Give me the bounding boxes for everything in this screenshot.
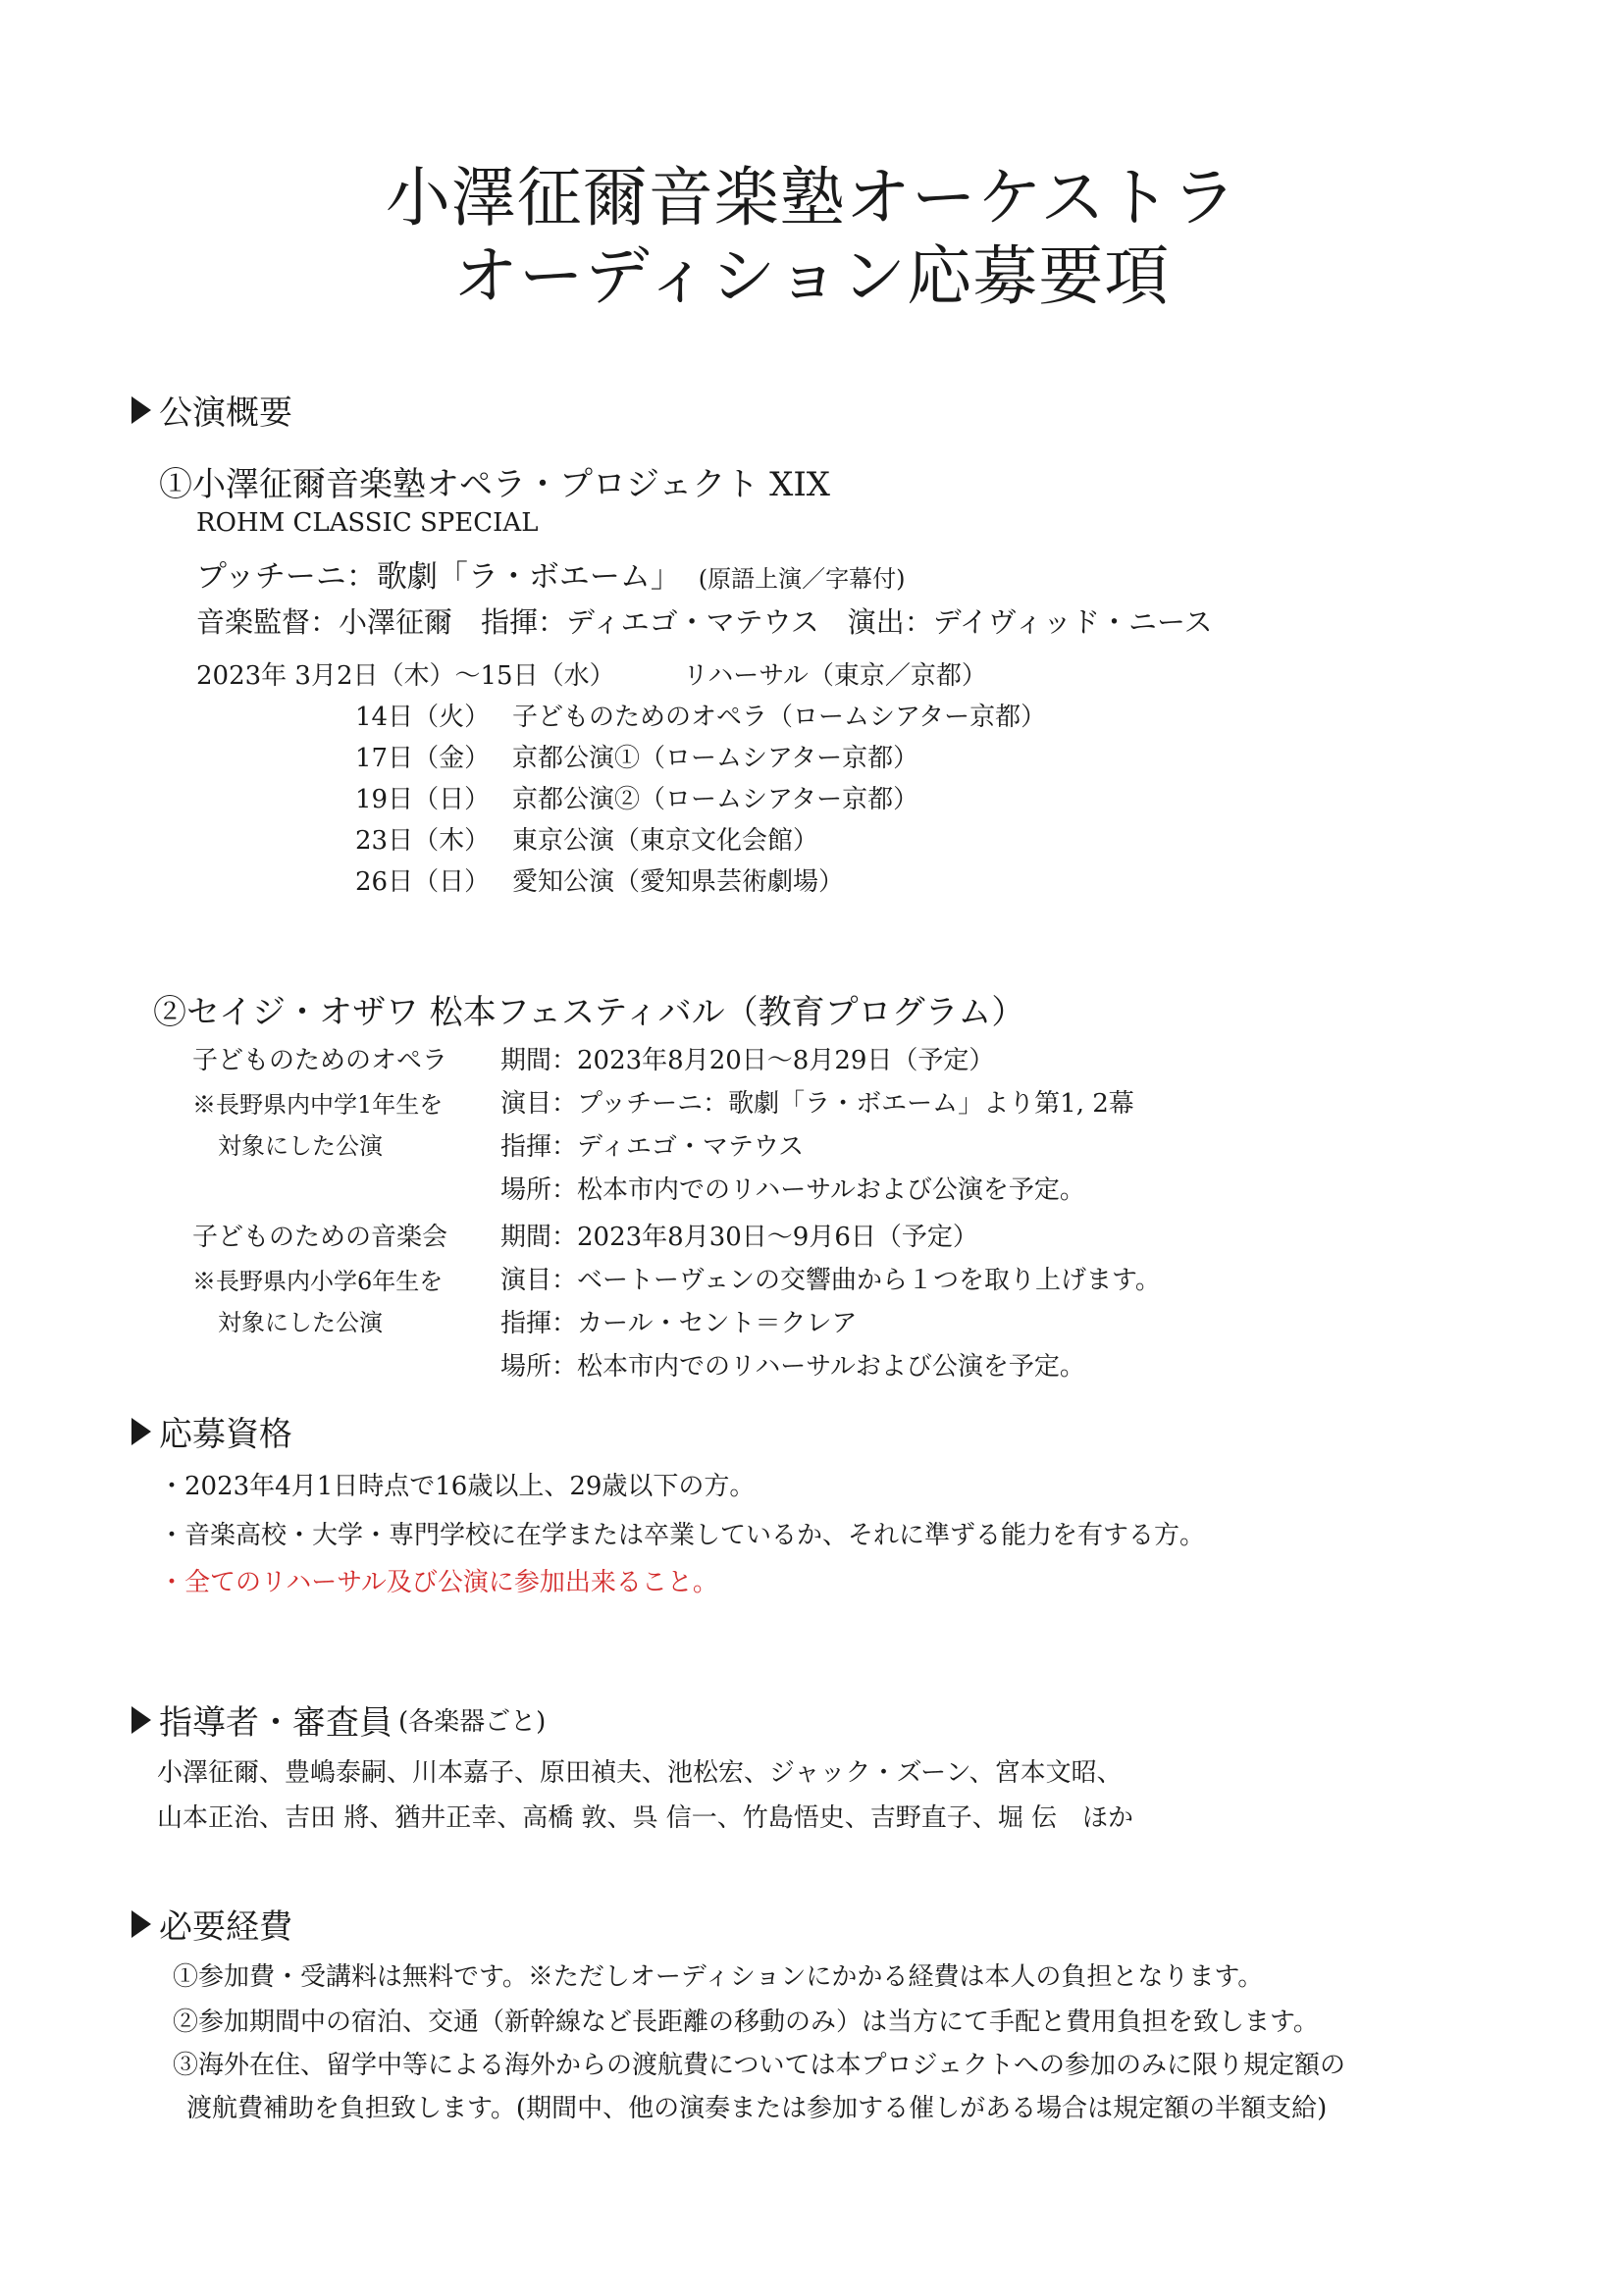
costs-item-2: ②参加期間中の宿泊、交通（新幹線など長距離の移動のみ）は当方にて手配と費用負担を致します。 xyxy=(173,2008,1319,2037)
section-overview-heading xyxy=(131,386,292,434)
schedule-row-1-event: リハーサル（東京／京都） xyxy=(683,661,987,691)
triangle-bullet-icon xyxy=(131,396,151,424)
project1-staff: 音楽監督：小澤征爾 指揮：ディエゴ・マテウス 演出：デイヴィッド・ニース xyxy=(196,605,1213,639)
project1-work-note: (原語上演／字幕付) xyxy=(698,565,906,593)
schedule-row-5-date: 23日（木） xyxy=(355,826,491,856)
project1-sponsor: ROHM CLASSIC SPECIAL xyxy=(196,508,539,538)
triangle-bullet-icon xyxy=(131,1706,151,1734)
section-eligibility-heading xyxy=(131,1407,292,1455)
section-eligibility-label: 応募資格 xyxy=(159,1415,292,1454)
project2-title: ②セイジ・オザワ 松本フェスティバル（教育プログラム） xyxy=(153,993,1025,1032)
title-line-1: 小澤征爾音楽塾オーケストラ xyxy=(385,160,1238,235)
concert-label: 子どものための音楽会 xyxy=(192,1223,448,1252)
opera-note-1: ※長野県内中学1年生を xyxy=(192,1091,444,1119)
schedule-row-2-date: 14日（火） xyxy=(355,703,491,732)
schedule-row-4-event: 京都公演②（ロームシアター京都） xyxy=(512,785,919,814)
section-costs-label: 必要経費 xyxy=(159,1907,292,1947)
costs-item-3-continued: 渡航費補助を負担致します。(期間中、他の演奏または参加する催しがある場合は規定額の半額支給) xyxy=(186,2094,1328,2123)
opera-line-4: 場所：松本市内でのリハーサルおよび公演を予定。 xyxy=(500,1175,1085,1205)
eligibility-item-1: ・2023年4月1日時点で16歳以上、29歳以下の方。 xyxy=(159,1472,756,1501)
schedule-row-4-date: 19日（日） xyxy=(355,785,491,814)
concert-line-4: 場所：松本市内でのリハーサルおよび公演を予定。 xyxy=(500,1352,1085,1382)
opera-line-1: 期間：2023年8月20日～8月29日（予定） xyxy=(500,1046,995,1075)
schedule-row-3-date: 17日（金） xyxy=(355,744,491,773)
title-line-2: オーディション応募要項 xyxy=(452,238,1171,314)
section-instructors-heading xyxy=(131,1696,546,1744)
project1-work xyxy=(196,551,905,596)
schedule-row-3-event: 京都公演①（ロームシアター京都） xyxy=(512,744,919,773)
eligibility-item-2: ・音楽高校・大学・専門学校に在学または卒業しているか、それに準ずる能力を有する方。 xyxy=(159,1521,1206,1550)
costs-item-1: ①参加費・受講料は無料です。※ただしオーディションにかかる経費は本人の負担となります。 xyxy=(173,1962,1264,1992)
section-overview-label: 公演概要 xyxy=(159,393,292,433)
project1-work-title: プッチーニ：歌劇「ラ・ボエーム」 xyxy=(196,559,681,595)
schedule-row-5-event: 東京公演（東京文化会館） xyxy=(512,826,819,856)
concert-line-1: 期間：2023年8月30日～9月6日（予定） xyxy=(500,1223,978,1252)
instructors-line-1: 小澤征爾、豊嶋泰嗣、川本嘉子、原田禎夫、池松宏、ジャック・ズーン、宮本文昭、 xyxy=(157,1758,1123,1788)
schedule-row-6-date: 26日（日） xyxy=(355,867,491,897)
eligibility-item-required: ・全てのリハーサル及び公演に参加出来ること。 xyxy=(159,1568,718,1597)
opera-line-3: 指揮：ディエゴ・マテウス xyxy=(500,1132,805,1162)
instructors-line-2: 山本正治、吉田 將、猶井正幸、高橋 敦、呉 信一、竹島悟史、吉野直子、堀 伝 ほか xyxy=(157,1803,1134,1833)
section-instructors-note: (各楽器ごと) xyxy=(398,1707,547,1737)
concert-line-2: 演目：ベートーヴェンの交響曲から１つを取り上げます。 xyxy=(500,1266,1161,1295)
project1-title: ①小澤征爾音楽塾オペラ・プロジェクト XIX xyxy=(159,465,830,504)
concert-note-1: ※長野県内小学6年生を xyxy=(192,1268,444,1295)
section-costs-heading xyxy=(131,1900,292,1948)
opera-label: 子どものためのオペラ xyxy=(192,1046,448,1075)
opera-line-2: 演目：プッチーニ：歌劇「ラ・ボエーム」より第1, 2幕 xyxy=(500,1089,1134,1119)
triangle-bullet-icon xyxy=(131,1910,151,1938)
triangle-bullet-icon xyxy=(131,1418,151,1445)
schedule-row-2-event: 子どものためのオペラ（ロームシアター京都） xyxy=(512,703,1047,732)
schedule-row-6-event: 愛知公演（愛知県芸術劇場） xyxy=(512,867,845,897)
costs-item-3: ③海外在住、留学中等による海外からの渡航費については本プロジェクトへの参加のみに限り規定額の xyxy=(173,2051,1345,2080)
concert-line-3: 指揮：カール・セント＝クレア xyxy=(500,1309,858,1338)
section-instructors-label: 指導者・審査員 xyxy=(159,1703,393,1743)
opera-note-2: 対象にした公演 xyxy=(218,1132,383,1160)
schedule-row-1-date: 2023年 3月2日（木）～15日（水） xyxy=(196,661,615,691)
concert-note-2: 対象にした公演 xyxy=(218,1309,383,1336)
